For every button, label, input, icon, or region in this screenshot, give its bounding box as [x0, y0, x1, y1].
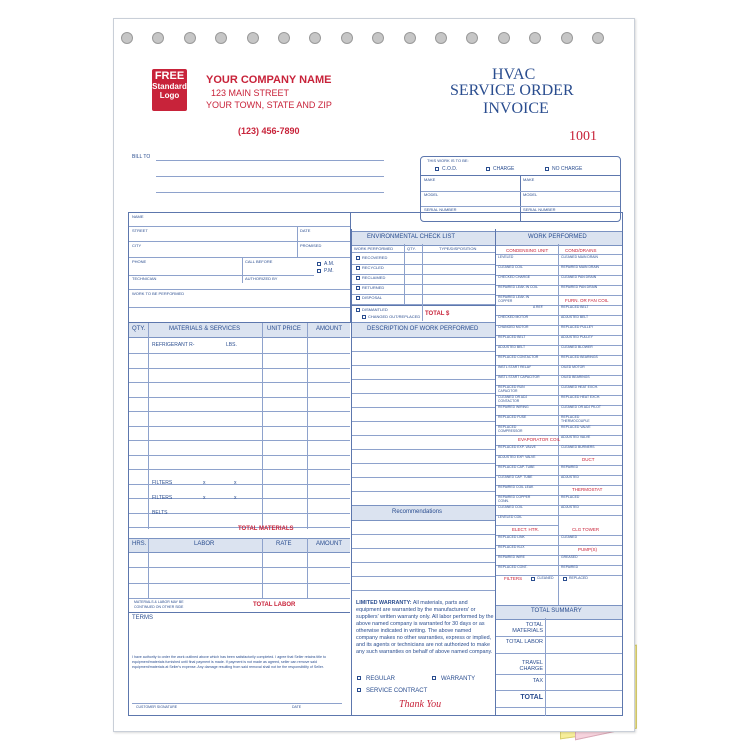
env-work-performed-label: WORK PERFORMED	[354, 246, 394, 251]
wp-item-label: CLEANED HEAT EXCH.	[561, 385, 598, 389]
env-item-label: RECLAIMED	[362, 275, 386, 280]
summary-header-label: TOTAL SUMMARY	[531, 608, 582, 614]
wp-row-line[interactable]	[559, 455, 622, 456]
description-line[interactable]	[352, 477, 495, 478]
signature-label: CUSTOMER SIGNATURE	[136, 705, 178, 709]
summary-row-label: TOTAL LABOR	[505, 639, 543, 645]
labor-hrs-header: HRS.	[132, 541, 147, 547]
wp-section-header: FURN. OR FAN COIL	[565, 298, 609, 303]
make-label-2: MAKE	[523, 177, 535, 182]
summary-row-label: TAX	[532, 678, 543, 684]
logo	[152, 69, 187, 111]
service-contract-checkbox[interactable]	[357, 688, 361, 692]
binding-hole	[184, 32, 196, 44]
wp-item-label: GREASED	[561, 555, 578, 559]
call-before-label: CALL BEFORE	[245, 259, 273, 264]
env-type-label: TYPE/DISPOSITION	[439, 246, 477, 251]
wp-item-label: REPLACED BELT	[498, 335, 526, 339]
wp-item-label: REPLACED BELT	[561, 305, 589, 309]
amount-header: AMOUNT	[316, 326, 342, 332]
model-label-2: MODEL	[523, 192, 538, 197]
recommendation-line[interactable]	[352, 562, 495, 563]
wp-item-label: LEVELED	[498, 255, 514, 259]
authorized-by-label: AUTHORIZED BY	[245, 276, 278, 281]
filters-x-2a: x	[203, 495, 206, 501]
cod-label: C.O.D.	[442, 166, 458, 172]
make-label-1: MAKE	[424, 177, 436, 182]
logo-line2: Standard	[152, 82, 187, 91]
pm-label: P.M.	[324, 268, 334, 274]
wp-item-label: ADJUSTED	[561, 505, 579, 509]
env-item-checkbox[interactable]	[356, 286, 360, 290]
charge-label: CHARGE	[493, 166, 515, 172]
wp-item-label: CLEANED COIL	[498, 265, 523, 269]
wp-item-label: ADJUSTED PULLEY	[561, 335, 593, 339]
service-contract-label: SERVICE CONTRACT	[366, 688, 428, 694]
work-type-label: THIS WORK IS TO BE:	[427, 158, 469, 163]
description-line[interactable]	[352, 435, 495, 436]
wp-item-label: REPAIRED WIRE	[498, 555, 525, 559]
wp-item-label: CHANGED MOTOR	[498, 325, 529, 329]
binding-hole	[121, 32, 133, 44]
summary-row-label: TOTAL	[520, 694, 543, 701]
filters-x-2b: x	[234, 495, 237, 501]
wp-item-label: INSTL START RELAY	[498, 365, 531, 369]
wp-item-label: CLEANED COIL	[498, 505, 523, 509]
wp-row-line[interactable]	[559, 485, 622, 486]
wp-section-header: CLG TOWER	[572, 527, 600, 532]
binding-hole	[466, 32, 478, 44]
summary-row-line[interactable]	[496, 690, 622, 691]
customer-info-block	[128, 212, 351, 323]
wp-item-label: REPLACED EXP. VALVE	[498, 445, 536, 449]
binding-hole	[435, 32, 447, 44]
bill-to-label: BILL TO	[132, 154, 151, 160]
wp-item-label: CLEANED MAIN DRAIN	[561, 255, 598, 259]
summary-row-line[interactable]	[496, 636, 622, 637]
warranty-body: All materials, parts and equipment are warranted by the manufacturers' or suppliers' written warranty only. All labor performed by the above named company is warranted for 30 days or as otherwise indicated in writing. The above named company makes no other warranties, express or implied, and its agents or technicians are not authorized to make any such warranties on behalf of above named company.	[356, 600, 494, 655]
technician-label: TECHNICIAN	[132, 276, 157, 281]
env-item-label: RECOVERED	[362, 255, 388, 260]
logo-line3: Logo	[159, 91, 180, 100]
refrigerant-label: REFRIGERANT R-	[152, 342, 195, 348]
materials-row-line[interactable]	[129, 469, 350, 470]
recommendation-line[interactable]	[352, 590, 495, 591]
bill-to-line[interactable]	[156, 176, 384, 177]
labor-rate-header: RATE	[276, 541, 292, 547]
binding-hole	[152, 32, 164, 44]
work-to-be-performed-label: WORK TO BE PERFORMED	[132, 291, 185, 296]
wp-item-label: REPLACED LINK	[498, 535, 525, 539]
description-line[interactable]	[352, 421, 495, 422]
materials-row-line[interactable]	[129, 397, 350, 398]
regular-checkbox[interactable]	[357, 676, 361, 680]
binding-hole	[278, 32, 290, 44]
invoice-form	[113, 18, 635, 732]
wp-item-label: OILED MOTOR	[561, 365, 585, 369]
am-label: A.M.	[324, 261, 335, 267]
company-name: YOUR COMPANY NAME	[206, 74, 332, 86]
labor-note-2: CONTINUED ON OTHER SIDE	[134, 605, 184, 609]
wp-item-label: CLEANED OR ADJ CONTACTOR	[498, 395, 528, 403]
serial-label-1: SERIAL NUMBER	[424, 207, 457, 212]
wp-item-label: ADJUSTED	[561, 475, 579, 479]
wp-item-label: REPLACED FUSE	[498, 415, 527, 419]
total-materials-label: TOTAL MATERIALS	[238, 526, 294, 532]
binding-hole	[247, 32, 259, 44]
materials-row-line[interactable]	[129, 353, 350, 354]
changed-out-label: CHANGED OUT/REPLACED	[368, 314, 421, 319]
filters-label-1: FILTERS	[152, 480, 173, 486]
wp-section-header: COND/DRAINS	[565, 248, 597, 253]
description-line[interactable]	[352, 393, 495, 394]
wp-item-label: CHECKED CHARGE	[498, 275, 531, 279]
wp-item-label: REPLACED THERMOCOUPLE	[561, 415, 590, 423]
materials-row-line[interactable]	[129, 455, 350, 456]
signature-date-label: DATE	[292, 705, 302, 709]
wp-section-header: CONDENSING UNIT	[506, 248, 549, 253]
wp-section-header: PUMP(S)	[578, 547, 597, 552]
belts-label: BELTS	[152, 510, 168, 516]
description-line[interactable]	[352, 491, 495, 492]
wp-item-label: CLEANED OR ADJ PILOT	[561, 405, 601, 409]
binding-hole	[592, 32, 604, 44]
no-charge-checkbox[interactable]	[545, 167, 549, 171]
recommendation-line[interactable]	[352, 576, 495, 577]
promised-label: PROMISED	[300, 243, 322, 248]
env-qty-label: QTY.	[407, 246, 416, 251]
env-total-label: TOTAL $	[425, 311, 450, 317]
logo-line1: FREE	[154, 70, 185, 82]
labor-note-1: MATERIALS & LABOR MAY BE	[134, 600, 184, 604]
wp-item-label: REPLACED VALVE	[561, 425, 591, 429]
wp-item-label: REPLACED CONT.	[498, 565, 528, 569]
wp-item-label: REPLACED CONTACTOR	[498, 355, 539, 359]
model-label-1: MODEL	[424, 192, 439, 197]
env-header-label: ENVIRONMENTAL CHECK LIST	[367, 234, 456, 240]
work-performed-header-label: WORK PERFORMED	[528, 234, 587, 240]
description-header-label: DESCRIPTION OF WORK PERFORMED	[367, 326, 479, 332]
warranty-text	[356, 600, 494, 656]
dismantled-checkbox[interactable]	[356, 308, 360, 312]
wp-item-label: LEVELED COIL	[498, 515, 523, 519]
charge-checkbox[interactable]	[486, 167, 490, 171]
wp-item-label: ADJUSTED BELT	[498, 345, 526, 349]
labor-header-label: LABOR	[194, 541, 215, 547]
binding-hole	[341, 32, 353, 44]
filters-label-2: FILTERS	[152, 495, 173, 501]
thank-you-text: Thank You	[399, 699, 442, 710]
wp-item-label: A REF.	[533, 305, 544, 309]
wp-section-header: DUCT	[582, 457, 595, 462]
wp-item-label: REPAIRED	[561, 565, 579, 569]
wp-item-label: CLEANED PAN DRAIN	[561, 275, 597, 279]
binding-hole	[561, 32, 573, 44]
wp-item-label: REPLACED KLIX	[498, 545, 525, 549]
wp-section-header: ELECT. HTR.	[512, 527, 540, 532]
filters-cleaned-checkbox[interactable]	[531, 577, 535, 581]
company-street: 123 MAIN STREET	[211, 88, 290, 98]
serial-label-2: SERIAL NUMBER	[523, 207, 556, 212]
filters-x-1a: x	[203, 480, 206, 486]
binding-hole	[215, 32, 227, 44]
recommendation-line[interactable]	[352, 548, 495, 549]
warranty-label: WARRANTY	[441, 676, 476, 682]
am-checkbox[interactable]	[317, 262, 321, 266]
pm-checkbox[interactable]	[317, 269, 321, 273]
wp-item-label: REPAIRED COIL LEAK	[498, 485, 534, 489]
wp-item-label: REPLACED HEAT EXCH.	[561, 395, 601, 399]
warranty-title: LIMITED WARRANTY:	[356, 600, 412, 606]
wp-item-label: CLEANED BURNERS	[561, 445, 595, 449]
filters-replaced-checkbox[interactable]	[563, 577, 567, 581]
summary-row-label: TOTAL MATERIALS	[512, 622, 543, 634]
env-item-checkbox[interactable]	[356, 256, 360, 260]
wp-item-label: ADJUSTED BELT	[561, 315, 589, 319]
terms-label: TERMS	[132, 615, 153, 621]
total-labor-label: TOTAL LABOR	[253, 602, 296, 608]
bill-to-line[interactable]	[156, 192, 384, 193]
summary-row-label: TRAVEL CHARGE	[519, 660, 543, 672]
wp-item-label: REPAIRED LEAK IN COIL	[498, 285, 538, 289]
changed-out-checkbox[interactable]	[362, 315, 366, 319]
invoice-number: 1001	[569, 129, 597, 144]
unit-price-header: UNIT PRICE	[267, 326, 301, 332]
wp-item-label: REPLACED	[561, 495, 580, 499]
description-line[interactable]	[352, 407, 495, 408]
env-item-label: RECYCLED	[362, 265, 384, 270]
env-item-checkbox[interactable]	[356, 266, 360, 270]
wp-item-label: REPLACED BEARINGS	[561, 355, 598, 359]
filters-x-1b: x	[234, 480, 237, 486]
name-label: NAME	[132, 214, 144, 219]
wp-section-header: EVAPORATOR COIL	[518, 437, 561, 442]
wp-item-label: REPAIRED COPPER CONN.	[498, 495, 531, 503]
bill-to-line[interactable]	[156, 160, 384, 161]
dismantled-label: DISMANTLED	[362, 307, 388, 312]
binding-hole	[498, 32, 510, 44]
env-item-checkbox[interactable]	[356, 276, 360, 280]
binding-hole	[529, 32, 541, 44]
filters-cleaned-label: CLEANED	[537, 576, 554, 580]
wp-item-label: REPAIRED PAN DRAIN	[561, 285, 598, 289]
filters-label: FILTERS	[504, 576, 523, 581]
materials-row-line[interactable]	[129, 426, 350, 427]
materials-services-header: MATERIALS & SERVICES	[169, 326, 241, 332]
wp-item-label: OILED BEARINGS	[561, 375, 590, 379]
description-line[interactable]	[352, 351, 495, 352]
description-line[interactable]	[352, 379, 495, 380]
warranty-checkbox[interactable]	[432, 676, 436, 680]
company-city: YOUR TOWN, STATE AND ZIP	[206, 100, 332, 110]
env-item-label: DISPOSAL	[362, 295, 383, 300]
phone-label: PHONE	[132, 259, 147, 264]
wp-item-label: INSTL START CAPACITOR	[498, 375, 540, 379]
company-phone: (123) 456-7890	[238, 126, 300, 136]
materials-row-line[interactable]	[129, 382, 350, 383]
binding-hole	[309, 32, 321, 44]
materials-row-line[interactable]	[129, 368, 350, 369]
wp-row-line[interactable]	[496, 254, 622, 255]
summary-row-line[interactable]	[496, 653, 622, 654]
wp-row-line[interactable]	[559, 515, 622, 516]
filters-replaced-label: REPLACED	[569, 576, 588, 580]
wp-item-label: CHECKED MOTOR	[498, 315, 529, 319]
wp-row-line[interactable]	[559, 545, 622, 546]
materials-qty-header: QTY.	[132, 326, 146, 332]
wp-item-label: CLEANED BLOWER	[561, 345, 593, 349]
binding-hole	[372, 32, 384, 44]
wp-section-header: THERMOSTAT	[572, 487, 603, 492]
env-item-label: RETURNED	[362, 285, 385, 290]
cod-checkbox[interactable]	[435, 167, 439, 171]
wp-item-label: REPAIRED	[561, 465, 579, 469]
wp-item-label: ADJUSTED EXP. VALVE	[498, 455, 536, 459]
wp-row-line[interactable]	[496, 435, 558, 436]
materials-row-line[interactable]	[129, 411, 350, 412]
wp-row-line[interactable]	[559, 295, 622, 296]
binding-hole	[404, 32, 416, 44]
wp-item-label: ADJUSTED VALVE	[561, 435, 591, 439]
title-hvac: HVAC	[492, 66, 536, 83]
recommendation-line[interactable]	[352, 534, 495, 535]
wp-row-line[interactable]	[496, 525, 558, 526]
wp-item-label: REPLACED COMPRESSOR	[498, 425, 523, 433]
summary-row-line[interactable]	[496, 707, 622, 708]
date-label: DATE	[300, 228, 311, 233]
street-label: STREET	[132, 228, 148, 233]
summary-row-line[interactable]	[496, 674, 622, 675]
signature-line[interactable]	[132, 703, 342, 704]
no-charge-label: NO CHARGE	[552, 166, 583, 172]
lbs-label: LBS.	[226, 342, 237, 348]
regular-label: REGULAR	[366, 676, 396, 682]
description-line[interactable]	[352, 449, 495, 450]
authority-text: I have authority to order the work outlined above which has been satisfactorily completed. I agree that Seller retains title to equipment/materials furnished until final payment is made. If payment is not made as agreed, seller can remove said equipment/materials at Seller's expense. Any damage resulting from said removal shall not be the responsibility of Seller.	[132, 655, 326, 669]
city-label: CITY	[132, 243, 142, 248]
wp-item-label: REPAIRED WIRING	[498, 405, 529, 409]
wp-item-label: CLEANED	[561, 535, 578, 539]
wp-item-label: REPLACED RUN CAPACITOR	[498, 385, 525, 393]
recommendations-header-label: Recommendations	[392, 509, 443, 515]
wp-item-label: REPLACED CAP. TUBE	[498, 465, 535, 469]
materials-row-line[interactable]	[129, 440, 350, 441]
description-line[interactable]	[352, 463, 495, 464]
wp-item-label: REPAIRED LEAK IN COPPER	[498, 295, 530, 303]
wp-item-label: CLEANED CAP. TUBE	[498, 475, 533, 479]
env-item-checkbox[interactable]	[356, 296, 360, 300]
title-invoice: INVOICE	[483, 100, 549, 117]
wp-item-label: REPLACED PULLEY	[561, 325, 594, 329]
description-line[interactable]	[352, 365, 495, 366]
labor-amount-header: AMOUNT	[316, 541, 342, 547]
title-service-order: SERVICE ORDER	[450, 82, 574, 99]
wp-item-label: REPAIRED MAIN DRAIN	[561, 265, 599, 269]
